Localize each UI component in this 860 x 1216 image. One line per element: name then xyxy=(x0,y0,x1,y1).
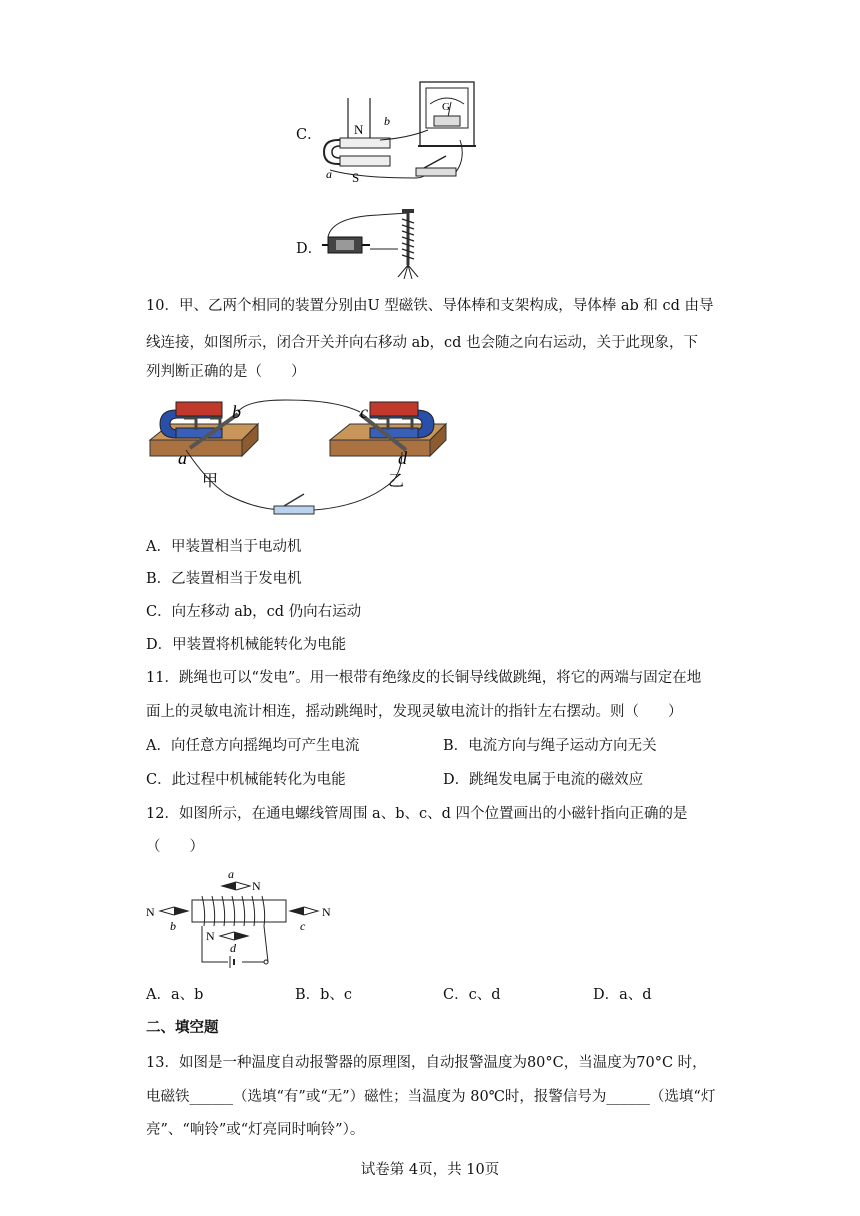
figure-q9-d xyxy=(318,205,438,285)
svg-text:a: a xyxy=(178,448,187,468)
svg-text:b: b xyxy=(170,919,176,933)
svg-text:b: b xyxy=(232,402,241,422)
q10-text-line1: 10．甲、乙两个相同的装置分别由U 型磁铁、导体棒和支架构成，导体棒 ab 和 cd 由导 xyxy=(146,298,714,314)
q13-text-line3: 亮”、“响铃”或“灯亮同时响铃”）。 xyxy=(146,1122,365,1138)
q11-text-line1: 11．跳绳也可以“发电”。用一根带有绝缘皮的长铜导线做跳绳，将它的两端与固定在地 xyxy=(146,670,702,686)
svg-text:N: N xyxy=(322,905,331,919)
q12-option-a: A．a、b xyxy=(146,987,204,1003)
q10-text-line3: 列判断正确的是（ ） xyxy=(146,364,306,380)
page-footer: 试卷第 4页，共 10页 xyxy=(360,1162,500,1178)
q11-option-d: D．跳绳发电属于电流的磁效应 xyxy=(443,772,644,788)
q12-text-line2: （ ） xyxy=(146,839,204,855)
svg-text:a: a xyxy=(228,868,234,881)
svg-text:d: d xyxy=(230,941,236,955)
section-title: 二、填空题 xyxy=(146,1020,219,1036)
svg-text:d: d xyxy=(398,448,407,468)
q11-text-line2: 面上的灵敏电流计相连，摇动跳绳时，发现灵敏电流计的指针左右摆动。则（ ） xyxy=(146,704,683,720)
q13-text-line1: 13．如图是一种温度自动报警器的原理图，自动报警温度为80°C，当温度为70°C 时， xyxy=(146,1055,707,1071)
svg-text:c: c xyxy=(360,402,368,422)
q11-option-c: C．此过程中机械能转化为电能 xyxy=(146,772,346,788)
svg-text:N: N xyxy=(206,929,215,943)
q13-text-line2: 电磁铁______（选填“有”或“无”）磁性；当温度为 80℃时，报警信号为______（选填“灯 xyxy=(146,1089,716,1105)
q11-option-b: B．电流方向与绳子运动方向无关 xyxy=(443,738,657,754)
q12-option-c: C．c、d xyxy=(443,987,501,1003)
q11-option-a: A．向任意方向摇绳均可产生电流 xyxy=(146,738,360,754)
svg-text:a: a xyxy=(326,167,332,181)
svg-text:N: N xyxy=(252,879,261,893)
q10-option-b: B．乙装置相当于发电机 xyxy=(146,571,302,587)
svg-text:甲: 甲 xyxy=(202,473,219,490)
svg-text:N: N xyxy=(354,122,364,137)
figure-q12 xyxy=(144,868,344,970)
option-c-label: C． xyxy=(296,127,322,143)
q10-option-a: A．甲装置相当于电动机 xyxy=(146,539,302,555)
svg-text:S: S xyxy=(352,170,360,185)
svg-text:c: c xyxy=(300,919,306,933)
svg-text:b: b xyxy=(384,114,390,128)
svg-text:乙: 乙 xyxy=(388,473,405,490)
q10-text-line2: 线连接，如图所示，闭合开关并向右移动 ab，cd 也会随之向右运动，关于此现象，下 xyxy=(146,335,699,351)
q12-option-d: D．a、d xyxy=(593,987,652,1003)
q10-option-d: D．甲装置将机械能转化为电能 xyxy=(146,637,347,653)
figure-q10 xyxy=(146,390,466,522)
q12-option-b: B．b、c xyxy=(295,987,353,1003)
q10-option-c: C．向左移动 ab，cd 仍向右运动 xyxy=(146,604,362,620)
svg-text:G: G xyxy=(442,101,450,113)
figure-q9-c xyxy=(318,78,478,188)
option-d-label: D． xyxy=(296,241,323,257)
svg-text:N: N xyxy=(146,905,155,919)
q12-text-line1: 12．如图所示，在通电螺线管周围 a、b、c、d 四个位置画出的小磁针指向正确的是 xyxy=(146,806,688,822)
